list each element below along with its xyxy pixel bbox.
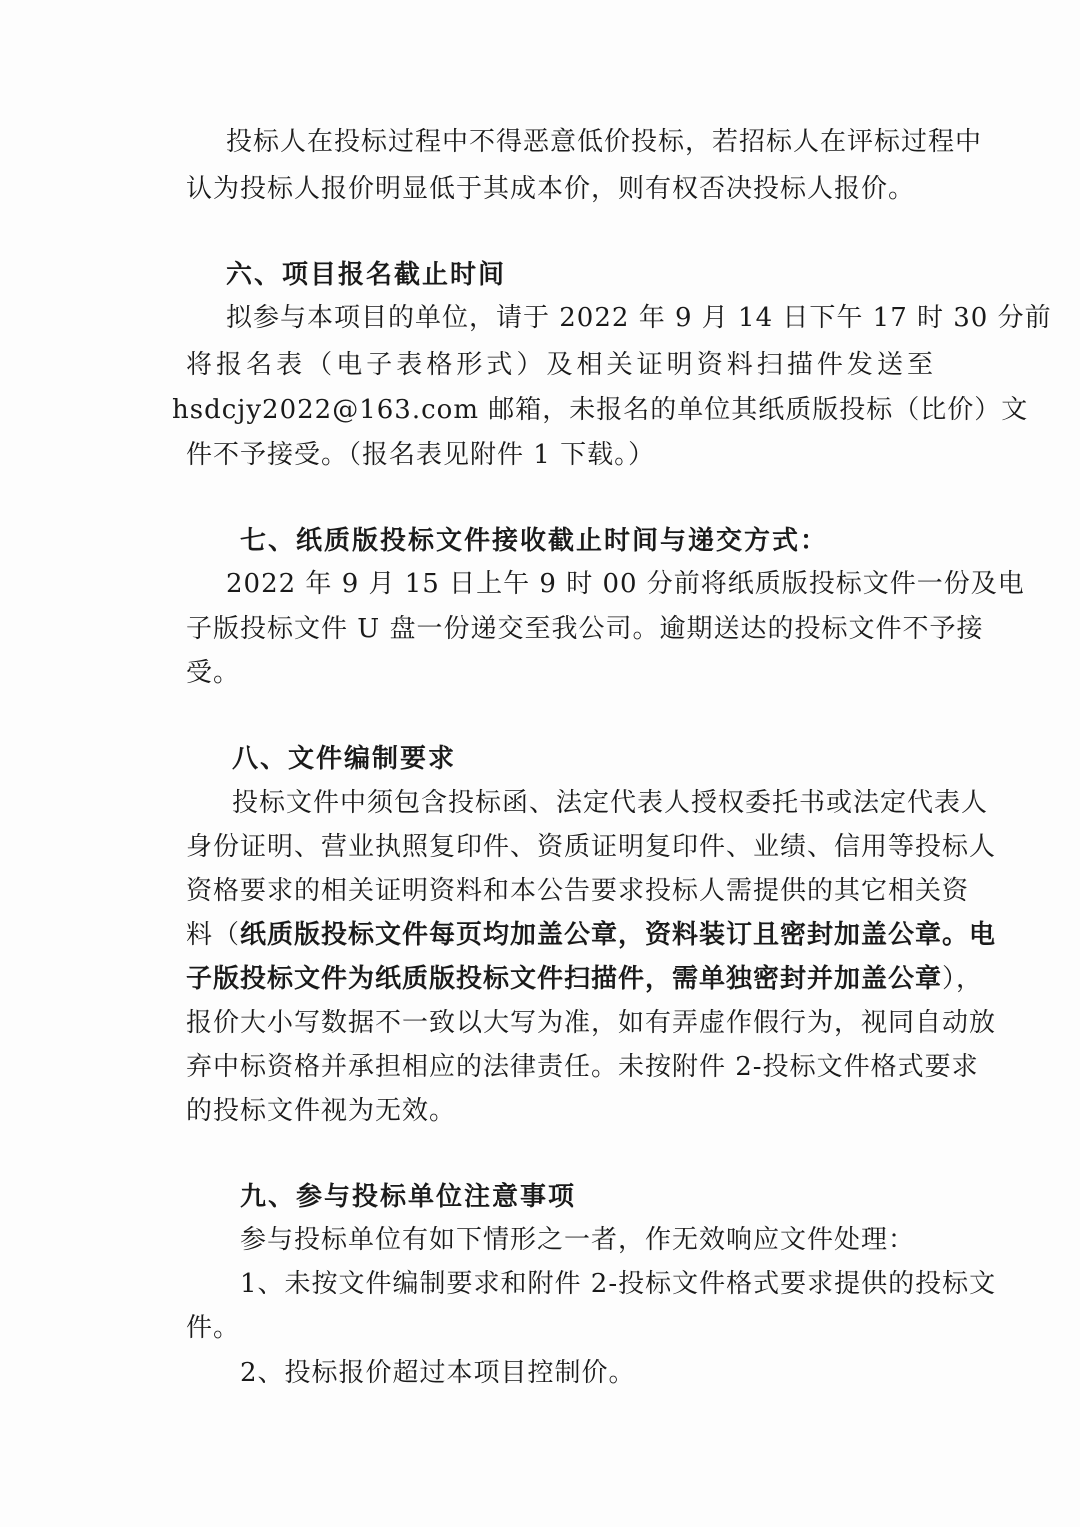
section-heading: 九、参与投标单位注意事项 [240,1182,577,1212]
paragraph-line-mixed [186,918,997,952]
paragraph-line: 投标文件中须包含投标函、法定代表人授权委托书或法定代表人 [232,788,989,818]
paragraph-line: 子版投标文件 U 盘一份递交至我公司。逾期送达的投标文件不予接 [186,614,984,644]
paragraph-line: 报价大小写数据不一致以大写为准，如有弄虚作假行为，视同自动放 [186,1008,997,1038]
section-heading: 七、纸质版投标文件接收截止时间与递交方式： [240,526,829,556]
section-heading: 八、文件编制要求 [232,744,457,774]
paragraph-text: ）， [942,964,984,994]
paragraph-line: 2022 年 9 月 15 日上午 9 时 00 分前将纸质版投标文件一份及电 [226,569,1025,599]
paragraph-line: 身份证明、营业执照复印件、资质证明复印件、业绩、信用等投标人 [186,832,997,862]
paragraph-line: 件。 [186,1313,241,1343]
paragraph-line: 的投标文件视为无效。 [186,1096,457,1126]
paragraph-line: 弃中标资格并承担相应的法律责任。未按附件 2-投标文件格式要求 [186,1052,979,1082]
paragraph-line: 资格要求的相关证明资料和本公告要求投标人需提供的其它相关资 [186,876,970,906]
paragraph-line: 认为投标人报价明显低于其成本价，则有权否决投标人报价。 [186,174,916,204]
paragraph-line: 拟参与本项目的单位，请于 2022 年 9 月 14 日下午 17 时 30 分前 [226,303,1052,333]
paragraph-line: 1、未按文件编制要求和附件 2-投标文件格式要求提供的投标文 [240,1269,997,1299]
paragraph-line: 参与投标单位有如下情形之一者，作无效响应文件处理： [240,1225,916,1255]
paragraph-line: 2、投标报价超过本项目控制价。 [240,1358,636,1388]
emphasis-text: 子版投标文件为纸质版投标文件扫描件，需单独密封并加盖公章 [186,964,943,994]
paragraph-line: 受。 [186,658,241,688]
paragraph-line: 投标人在投标过程中不得恶意低价投标，若招标人在评标过程中 [226,127,983,157]
paragraph-line-mixed [186,962,984,996]
emphasis-text: 纸质版投标文件每页均加盖公章，资料装订且密封加盖公章。电 [240,920,997,950]
paragraph-line: 将报名表（电子表格形式）及相关证明资料扫描件发送至 [186,350,934,380]
paragraph-line: hsdcjy2022@163.com 邮箱，未报名的单位其纸质版投标（比价）文 [172,395,1029,425]
paragraph-text: 料（ [186,920,241,950]
section-heading: 六、项目报名截止时间 [226,260,507,290]
paragraph-line: 件不予接受。（报名表见附件 1 下载。） [186,440,656,470]
